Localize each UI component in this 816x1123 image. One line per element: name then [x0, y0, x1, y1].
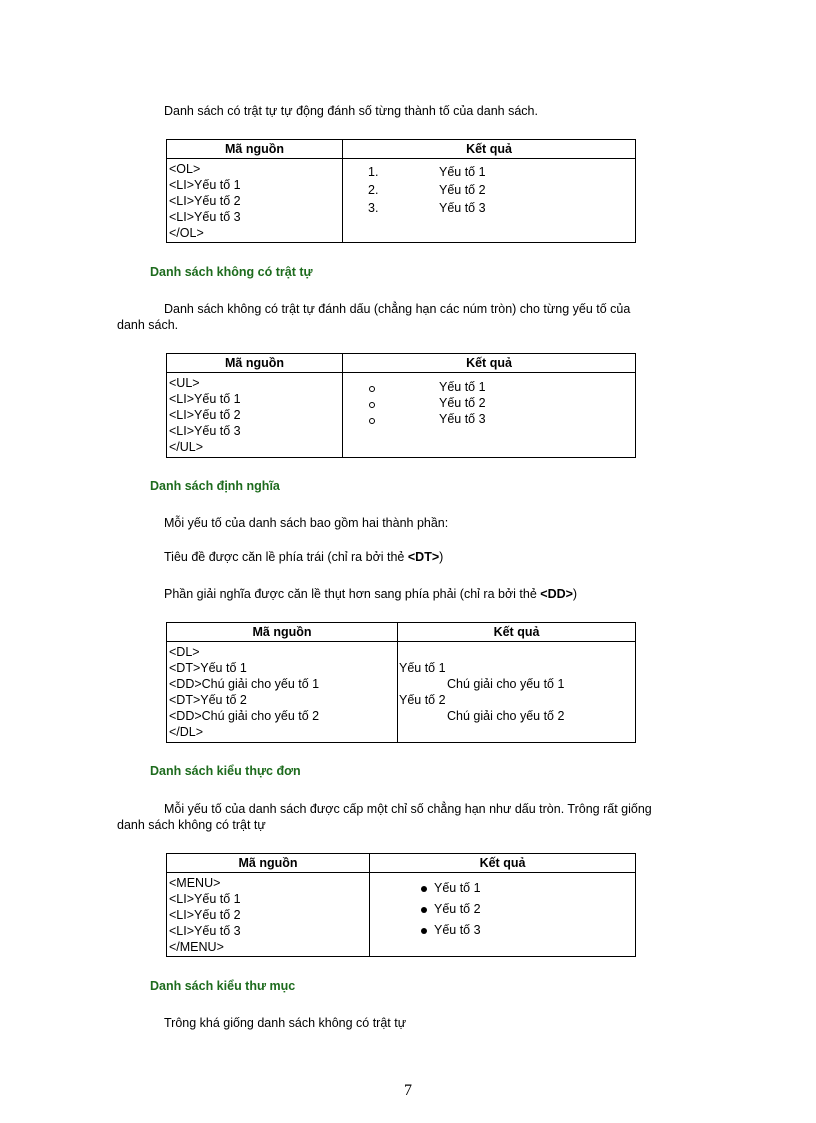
- item-number: 3.: [368, 201, 379, 215]
- dl-result: [398, 642, 635, 724]
- list-item: [343, 380, 635, 396]
- ol-example-table: [166, 139, 636, 243]
- result-column-header: Kết quả: [370, 854, 636, 873]
- list-item: [343, 396, 635, 412]
- item-text: Yếu tố 1: [434, 881, 481, 895]
- menu-result: [370, 873, 635, 944]
- code-line: <LI>Yếu tố 3: [169, 210, 241, 224]
- list-item: [343, 183, 635, 201]
- heading-unordered-list: Danh sách không có trật tự: [150, 265, 313, 279]
- ol-intro-paragraph: Danh sách có trật tự tự động đánh số từng thành tố của danh sách.: [164, 104, 538, 118]
- menu-paragraph-line-1: Mỗi yếu tố của danh sách được cấp một chỉ số chẳng hạn như dấu tròn. Trông rất giống: [164, 802, 652, 816]
- item-text: Yếu tố 2: [434, 902, 481, 916]
- item-text: Yếu tố 3: [439, 201, 486, 215]
- dl-paragraph-2: Tiêu đề được căn lề phía trái (chỉ ra bởi thẻ <DT>): [164, 550, 444, 564]
- circle-bullet-icon: [369, 386, 375, 392]
- ol-source-code: [167, 159, 342, 241]
- dir-paragraph: Trông khá giống danh sách không có trật tự: [164, 1016, 407, 1030]
- disc-bullet-icon: [421, 928, 427, 934]
- source-column-header: Mã nguồn: [167, 623, 398, 642]
- code-line: <LI>Yếu tố 1: [169, 392, 241, 406]
- code-line: <DT>Yếu tố 2: [169, 693, 247, 707]
- item-text: Yếu tố 3: [434, 923, 481, 937]
- ol-result: [343, 159, 635, 219]
- code-line: <LI>Yếu tố 1: [169, 892, 241, 906]
- list-item: [343, 201, 635, 219]
- source-column-header: Mã nguồn: [167, 854, 370, 873]
- list-item: [370, 923, 635, 944]
- source-column-header: Mã nguồn: [167, 354, 343, 373]
- item-number: 2.: [368, 183, 379, 197]
- item-text: Yếu tố 1: [439, 165, 486, 179]
- list-item: [343, 412, 635, 428]
- menu-paragraph-line-2: danh sách không có trật tự: [117, 818, 266, 832]
- definition-description: Chú giải cho yếu tố 2: [447, 709, 565, 723]
- result-column-header: Kết quả: [398, 623, 636, 642]
- code-line: </OL>: [169, 226, 204, 240]
- item-text: Yếu tố 2: [439, 183, 486, 197]
- code-line: <LI>Yếu tố 3: [169, 424, 241, 438]
- page-number: 7: [404, 1082, 412, 1099]
- item-text: Yếu tố 1: [439, 380, 486, 394]
- circle-bullet-icon: [369, 418, 375, 424]
- list-item: [370, 902, 635, 923]
- dl-example-table: [166, 622, 636, 743]
- result-column-header: Kết quả: [343, 354, 636, 373]
- menu-source-code: [167, 873, 369, 955]
- ul-source-code: [167, 373, 342, 455]
- heading-definition-list: Danh sách định nghĩa: [150, 479, 280, 493]
- ul-example-table: [166, 353, 636, 458]
- dl-paragraph-1: Mỗi yếu tố của danh sách bao gồm hai thành phần:: [164, 516, 449, 530]
- code-line: <DD>Chú giải cho yếu tố 1: [169, 677, 320, 691]
- item-text: Yếu tố 3: [439, 412, 486, 426]
- dd-tag: <DD>: [540, 587, 573, 601]
- heading-menu-list: Danh sách kiểu thực đơn: [150, 764, 301, 778]
- code-line: </UL>: [169, 440, 204, 454]
- definition-description: Chú giải cho yếu tố 1: [447, 677, 565, 691]
- dl-paragraph-3: Phần giải nghĩa được căn lề thụt hơn sang phía phải (chỉ ra bởi thẻ <DD>): [164, 587, 578, 601]
- item-text: Yếu tố 2: [439, 396, 486, 410]
- list-item: [343, 165, 635, 183]
- menu-example-table: [166, 853, 636, 957]
- list-item: [370, 881, 635, 902]
- ul-result: [343, 373, 635, 428]
- dt-tag: <DT>: [407, 550, 440, 564]
- definition-term: Yếu tố 2: [399, 693, 446, 707]
- heading-directory-list: Danh sách kiểu thư mục: [150, 979, 296, 993]
- code-line: <DL>: [169, 645, 200, 659]
- code-line: <LI>Yếu tố 1: [169, 178, 241, 192]
- ul-paragraph-line-2: danh sách.: [117, 318, 179, 332]
- code-line: <OL>: [169, 162, 201, 176]
- item-number: 1.: [368, 165, 379, 179]
- code-line: <LI>Yếu tố 2: [169, 908, 241, 922]
- code-line: </MENU>: [169, 940, 224, 954]
- circle-bullet-icon: [369, 402, 375, 408]
- code-line: <MENU>: [169, 876, 221, 890]
- code-line: <UL>: [169, 376, 200, 390]
- code-line: <DT>Yếu tố 1: [169, 661, 247, 675]
- dl-source-code: [167, 642, 397, 740]
- result-column-header: Kết quả: [343, 140, 636, 159]
- code-line: <LI>Yếu tố 3: [169, 924, 241, 938]
- ul-paragraph-line-1: Danh sách không có trật tự đánh dấu (chẳng hạn các núm tròn) cho từng yếu tố của: [164, 302, 631, 316]
- code-line: </DL>: [169, 725, 204, 739]
- disc-bullet-icon: [421, 907, 427, 913]
- code-line: <DD>Chú giải cho yếu tố 2: [169, 709, 320, 723]
- code-line: <LI>Yếu tố 2: [169, 194, 241, 208]
- definition-term: Yếu tố 1: [399, 661, 446, 675]
- code-line: <LI>Yếu tố 2: [169, 408, 241, 422]
- disc-bullet-icon: [421, 886, 427, 892]
- source-column-header: Mã nguồn: [167, 140, 343, 159]
